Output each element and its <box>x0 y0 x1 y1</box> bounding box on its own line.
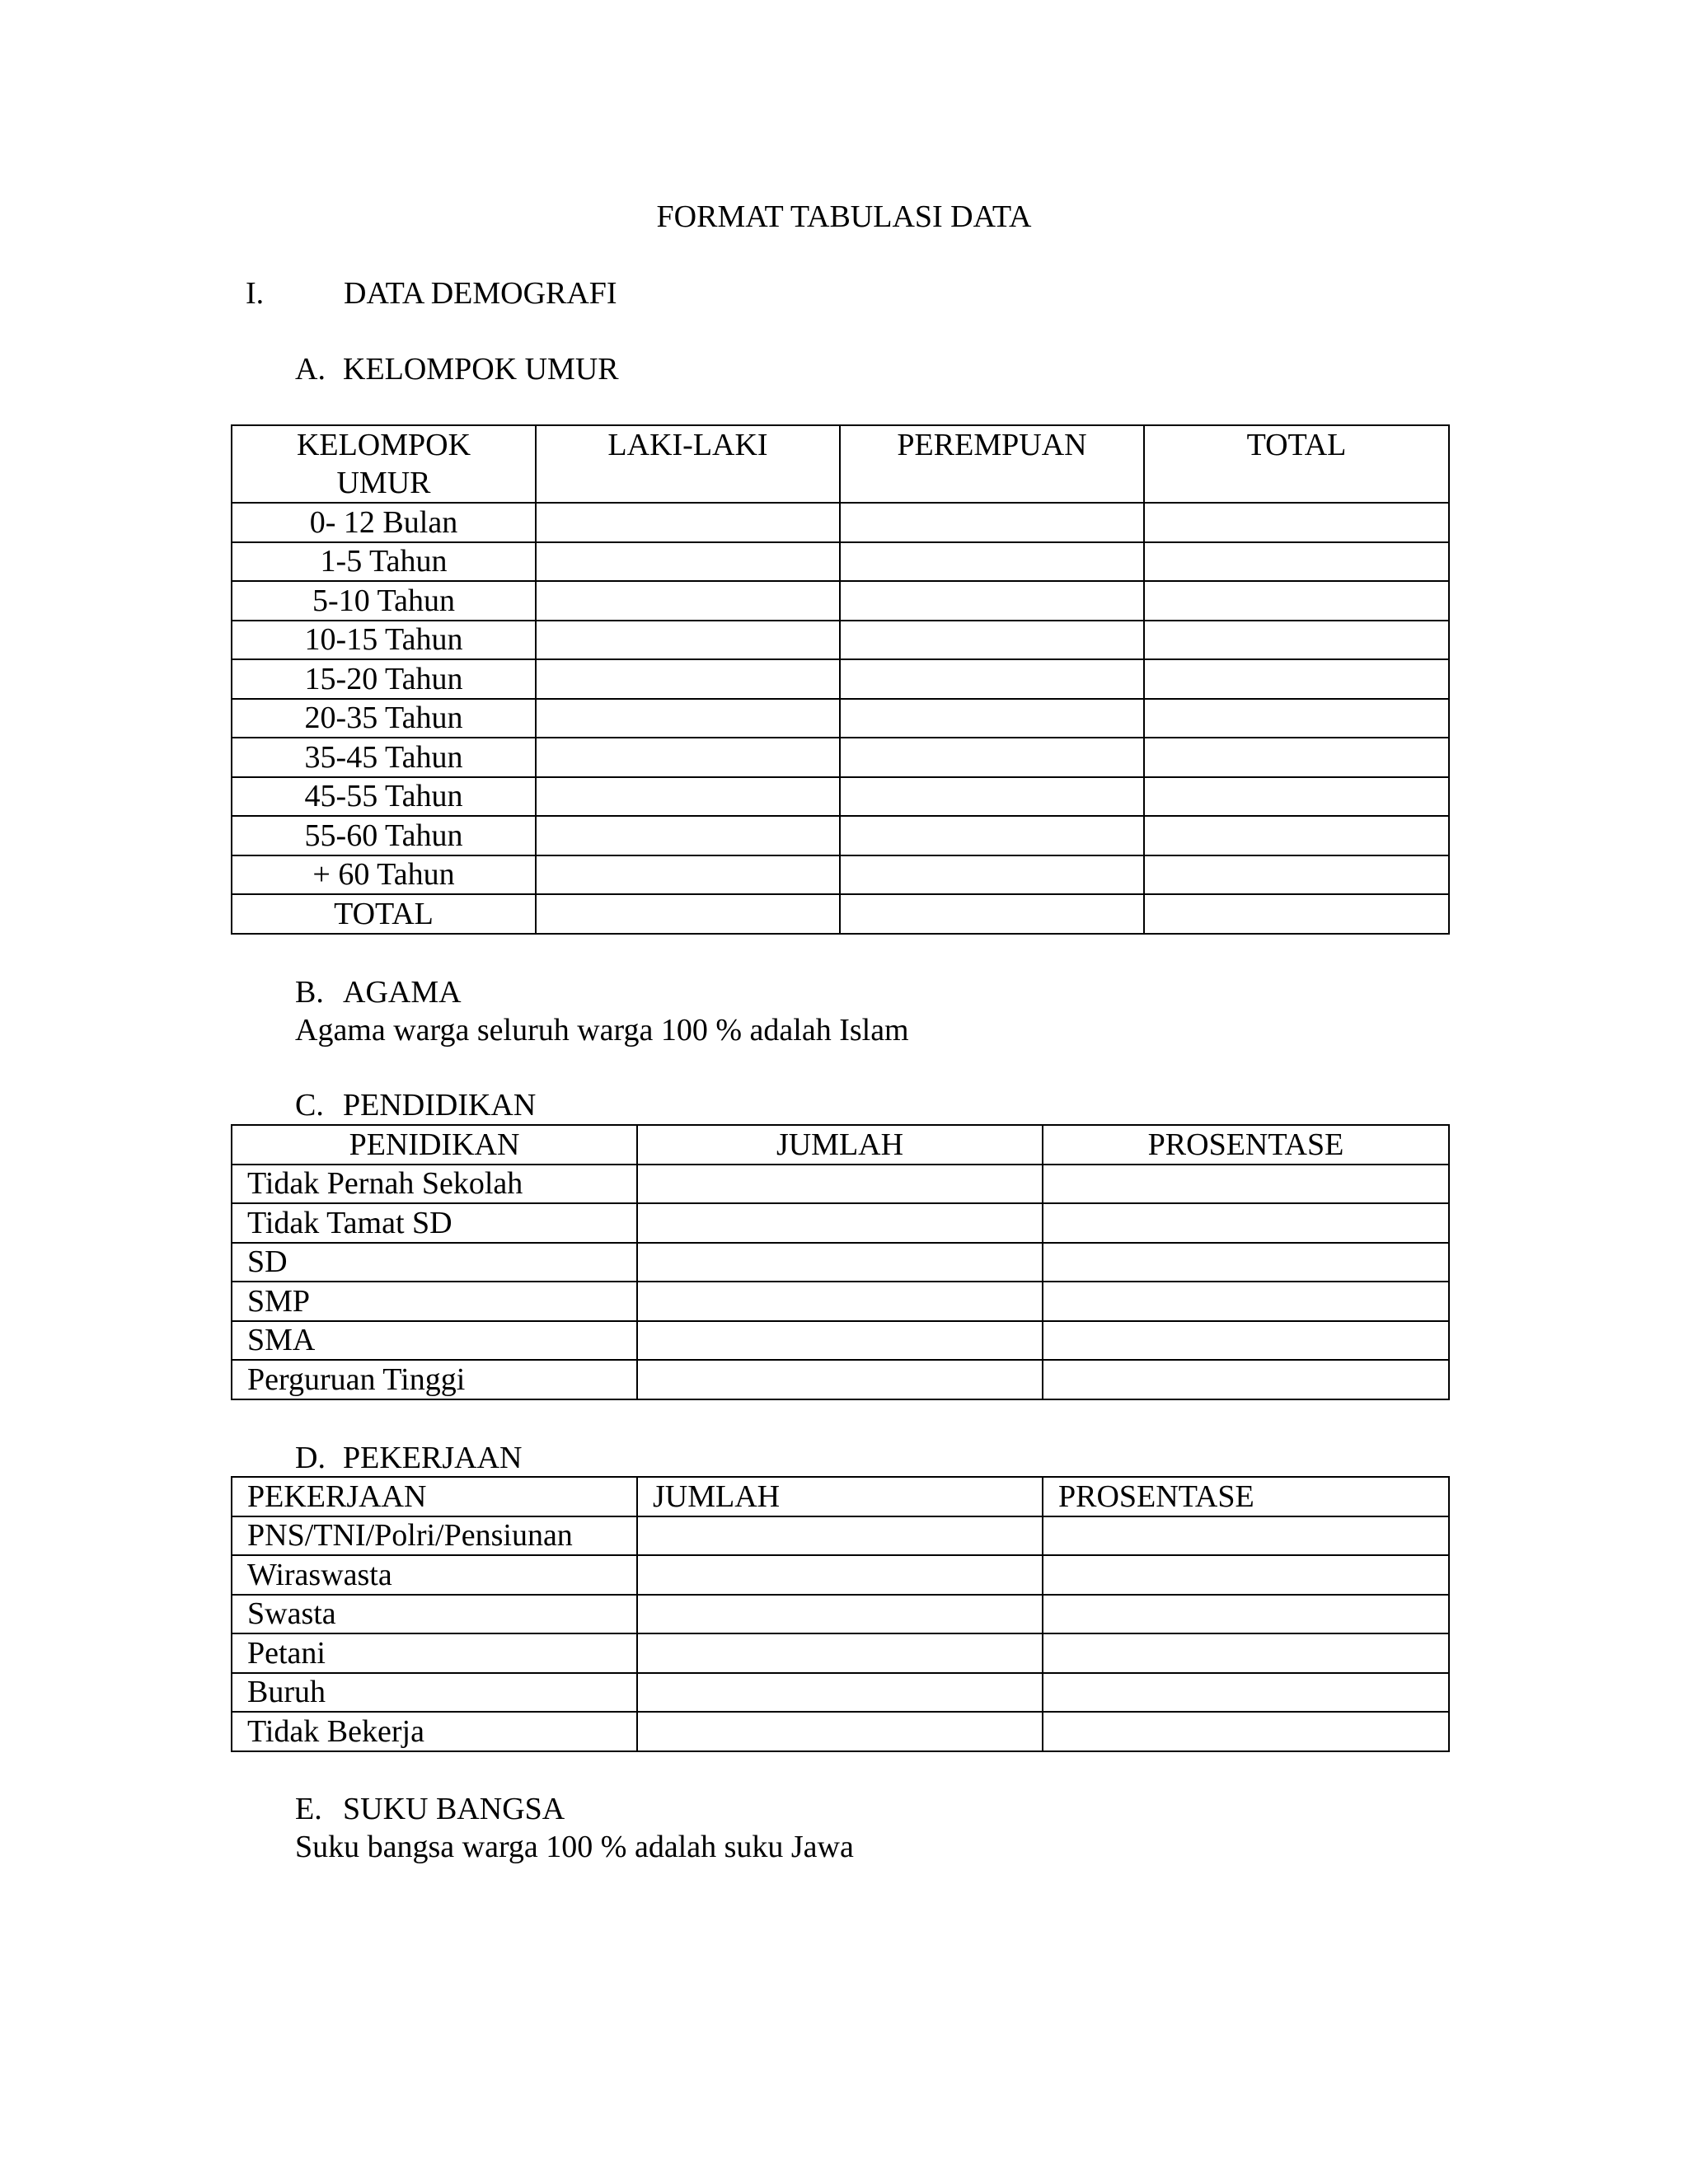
total-cell <box>1144 894 1449 934</box>
table-row <box>232 1203 1449 1243</box>
jumlah-cell <box>637 1360 1043 1399</box>
heading-letter: C. <box>295 1088 324 1122</box>
total-cell <box>1144 777 1449 817</box>
laki-laki-cell <box>536 581 840 621</box>
age-group-cell: + 60 Tahun <box>232 855 536 895</box>
heading-kelompok-umur <box>295 350 619 388</box>
jumlah-cell <box>637 1595 1043 1634</box>
heading-text: KELOMPOK UMUR <box>343 352 619 387</box>
jumlah-cell <box>637 1282 1043 1321</box>
laki-laki-cell <box>536 503 840 542</box>
prosentase-cell <box>1043 1633 1449 1673</box>
table-header-row <box>232 1477 1449 1516</box>
jumlah-cell <box>637 1165 1043 1204</box>
occupation-cell: Buruh <box>232 1673 637 1713</box>
perempuan-cell <box>840 894 1144 934</box>
perempuan-cell <box>840 621 1144 660</box>
total-cell <box>1144 738 1449 777</box>
kelompok-umur-table <box>231 424 1450 935</box>
perempuan-cell <box>840 503 1144 542</box>
total-cell <box>1144 816 1449 855</box>
education-level-cell: SD <box>232 1243 637 1282</box>
occupation-cell: Swasta <box>232 1595 637 1634</box>
laki-laki-cell <box>536 777 840 817</box>
perempuan-cell <box>840 738 1144 777</box>
pekerjaan-table <box>231 1476 1450 1752</box>
perempuan-cell <box>840 777 1144 817</box>
prosentase-cell <box>1043 1555 1449 1595</box>
total-cell <box>1144 503 1449 542</box>
perempuan-cell <box>840 542 1144 582</box>
prosentase-cell <box>1043 1165 1449 1204</box>
jumlah-cell <box>637 1516 1043 1556</box>
table-header-row <box>232 425 1449 503</box>
education-level-cell: SMP <box>232 1282 637 1321</box>
column-header: PROSENTASE <box>1043 1477 1449 1516</box>
column-header: PEREMPUAN <box>840 425 1144 503</box>
jumlah-cell <box>637 1243 1043 1282</box>
age-group-cell: 0- 12 Bulan <box>232 503 536 542</box>
age-group-cell: 15-20 Tahun <box>232 659 536 699</box>
table-row <box>232 621 1449 660</box>
pendidikan-table <box>231 1124 1450 1400</box>
heading-pendidikan <box>295 1086 536 1124</box>
laki-laki-cell <box>536 542 840 582</box>
perempuan-cell <box>840 855 1144 895</box>
heading-letter: E. <box>295 1792 322 1826</box>
heading-text: PEKERJAAN <box>343 1441 523 1475</box>
prosentase-cell <box>1043 1673 1449 1713</box>
jumlah-cell <box>637 1712 1043 1751</box>
occupation-cell: Wiraswasta <box>232 1555 637 1595</box>
laki-laki-cell <box>536 855 840 895</box>
education-level-cell: SMA <box>232 1321 637 1361</box>
column-header: JUMLAH <box>637 1125 1043 1165</box>
column-header: PEKERJAAN <box>232 1477 637 1516</box>
heading-pekerjaan <box>295 1439 522 1477</box>
column-header: PROSENTASE <box>1043 1125 1449 1165</box>
table-row <box>232 1282 1449 1321</box>
occupation-cell: Tidak Bekerja <box>232 1712 637 1751</box>
table-row <box>232 1321 1449 1361</box>
section-number: I. <box>246 276 265 311</box>
jumlah-cell <box>637 1633 1043 1673</box>
jumlah-cell <box>637 1555 1043 1595</box>
prosentase-cell <box>1043 1595 1449 1634</box>
table-row <box>232 1633 1449 1673</box>
age-group-cell: 5-10 Tahun <box>232 581 536 621</box>
document-title: FORMAT TABULASI DATA <box>656 199 1032 234</box>
table-row <box>232 1243 1449 1282</box>
table-row <box>232 542 1449 582</box>
section-title: DATA DEMOGRAFI <box>344 276 617 311</box>
laki-laki-cell <box>536 699 840 738</box>
heading-text: PENDIDIKAN <box>343 1088 537 1122</box>
laki-laki-cell <box>536 816 840 855</box>
table-header-row <box>232 1125 1449 1165</box>
total-cell <box>1144 659 1449 699</box>
table-row <box>232 1673 1449 1713</box>
heading-suku-bangsa <box>295 1790 565 1828</box>
heading-agama <box>295 973 462 1011</box>
column-header: PENIDIKAN <box>232 1125 637 1165</box>
column-header: JUMLAH <box>637 1477 1043 1516</box>
prosentase-cell <box>1043 1360 1449 1399</box>
table-row <box>232 503 1449 542</box>
jumlah-cell <box>637 1321 1043 1361</box>
table-row <box>232 1595 1449 1634</box>
table-row <box>232 699 1449 738</box>
prosentase-cell <box>1043 1712 1449 1751</box>
education-level-cell: Tidak Tamat SD <box>232 1203 637 1243</box>
table-row <box>232 777 1449 817</box>
total-cell <box>1144 621 1449 660</box>
perempuan-cell <box>840 699 1144 738</box>
age-group-cell: TOTAL <box>232 894 536 934</box>
perempuan-cell <box>840 581 1144 621</box>
age-group-cell: 20-35 Tahun <box>232 699 536 738</box>
table-row <box>232 1360 1449 1399</box>
laki-laki-cell <box>536 894 840 934</box>
column-header: TOTAL <box>1144 425 1449 503</box>
table-row <box>232 855 1449 895</box>
table-total-row <box>232 894 1449 934</box>
heading-text: SUKU BANGSA <box>343 1792 565 1826</box>
laki-laki-cell <box>536 621 840 660</box>
heading-letter: A. <box>295 352 326 387</box>
laki-laki-cell <box>536 659 840 699</box>
table-row <box>232 1712 1449 1751</box>
table-row <box>232 1165 1449 1204</box>
perempuan-cell <box>840 816 1144 855</box>
column-header: KELOMPOK UMUR <box>232 425 536 503</box>
perempuan-cell <box>840 659 1144 699</box>
laki-laki-cell <box>536 738 840 777</box>
education-level-cell: Tidak Pernah Sekolah <box>232 1165 637 1204</box>
heading-letter: B. <box>295 975 324 1010</box>
table-row <box>232 738 1449 777</box>
prosentase-cell <box>1043 1243 1449 1282</box>
occupation-cell: PNS/TNI/Polri/Pensiunan <box>232 1516 637 1556</box>
age-group-cell: 35-45 Tahun <box>232 738 536 777</box>
table-row <box>232 1516 1449 1556</box>
age-group-cell: 10-15 Tahun <box>232 621 536 660</box>
table-row <box>232 816 1449 855</box>
total-cell <box>1144 855 1449 895</box>
age-group-cell: 45-55 Tahun <box>232 777 536 817</box>
heading-text: AGAMA <box>343 975 462 1010</box>
age-group-cell: 55-60 Tahun <box>232 816 536 855</box>
suku-bangsa-text: Suku bangsa warga 100 % adalah suku Jawa <box>295 1830 854 1864</box>
table-row <box>232 659 1449 699</box>
education-level-cell: Perguruan Tinggi <box>232 1360 637 1399</box>
jumlah-cell <box>637 1203 1043 1243</box>
total-cell <box>1144 542 1449 582</box>
heading-letter: D. <box>295 1441 326 1475</box>
column-header: LAKI-LAKI <box>536 425 840 503</box>
table-row <box>232 1555 1449 1595</box>
jumlah-cell <box>637 1673 1043 1713</box>
total-cell <box>1144 581 1449 621</box>
prosentase-cell <box>1043 1282 1449 1321</box>
occupation-cell: Petani <box>232 1633 637 1673</box>
agama-text: Agama warga seluruh warga 100 % adalah Islam <box>295 1013 909 1047</box>
prosentase-cell <box>1043 1203 1449 1243</box>
prosentase-cell <box>1043 1516 1449 1556</box>
prosentase-cell <box>1043 1321 1449 1361</box>
table-row <box>232 581 1449 621</box>
total-cell <box>1144 699 1449 738</box>
age-group-cell: 1-5 Tahun <box>232 542 536 582</box>
